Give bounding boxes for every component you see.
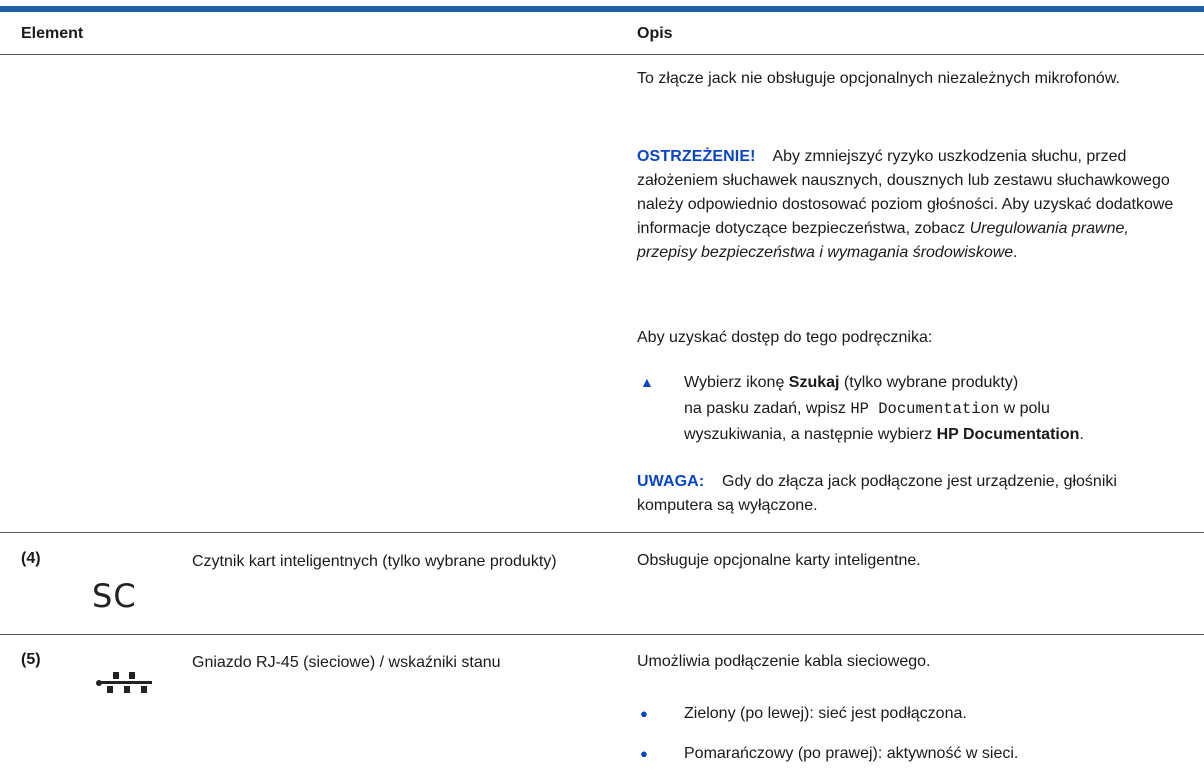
access-intro: Aby uzyskać dostęp do tego podręcznika: xyxy=(637,329,933,346)
note-paragraph xyxy=(637,470,1189,518)
step-e: wyszukiwania, a następnie wybierz xyxy=(684,426,937,443)
warning-end: . xyxy=(1013,244,1018,261)
smart-card-icon: SC xyxy=(92,577,137,615)
table-header xyxy=(0,12,1204,55)
warning-label: OSTRZEŻENIE! xyxy=(637,148,756,165)
warning-paragraph xyxy=(637,145,1189,265)
row4-name: Czytnik kart inteligentnych (tylko wybrane produkty) xyxy=(192,553,557,570)
step-line-3 xyxy=(684,423,1184,447)
step-search: Szukaj xyxy=(788,374,840,391)
step-b: (tylko wybrane produkty) xyxy=(839,374,1019,391)
step-c: na pasku zadań, wpisz xyxy=(684,400,851,417)
step-d: w polu xyxy=(999,400,1050,417)
row-separator xyxy=(0,532,1204,533)
row5-desc: Umożliwia podłączenie kabla sieciowego. xyxy=(637,653,931,670)
warning-ref: Uregulowania prawne, przepisy bezpieczeństwa i wymagania środowiskowe xyxy=(637,220,1129,261)
network-icon xyxy=(96,669,154,693)
row5-bullet: Zielony (po lewej): sieć jest podłączona. xyxy=(684,705,967,722)
bullet-dot-icon: ● xyxy=(640,746,648,761)
note-text: Gdy do złącza jack podłączone jest urządzenie, głośniki komputera są wyłączone. xyxy=(637,473,1117,514)
row4-number: (4) xyxy=(21,550,41,567)
triangle-bullet-icon: ▲ xyxy=(640,374,654,390)
row-separator xyxy=(0,634,1204,635)
header-opis: Opis xyxy=(637,25,673,42)
step-line-2 xyxy=(684,397,1184,421)
step-mono: HP Documentation xyxy=(850,400,1000,418)
step-a: Wybierz ikonę xyxy=(684,374,789,391)
row5-number: (5) xyxy=(21,651,41,668)
row5-bullet: Pomarańczowy (po prawej): aktywność w sieci. xyxy=(684,745,1019,762)
note-label: UWAGA: xyxy=(637,473,705,490)
step-bold: HP Documentation xyxy=(936,426,1080,443)
header-element: Element xyxy=(21,25,84,42)
row4-desc: Obsługuje opcjonalne karty inteligentne. xyxy=(637,552,921,569)
warning-text: Aby zmniejszyć ryzyko uszkodzenia słuchu, przed założeniem słuchawek nausznych, dousznych lub zestawu słuchawkowego należy odpowiednio dostosować poziom głośności. Aby uzyskać dodatkowe informacje dotyczące bezpieczeństwa, zobacz xyxy=(637,148,1174,237)
bullet-dot-icon: ● xyxy=(640,706,648,721)
step-line-1 xyxy=(684,371,1184,395)
jack-mic-note: To złącze jack nie obsługuje opcjonalnych niezależnych mikrofonów. xyxy=(637,70,1120,87)
row5-name: Gniazdo RJ-45 (sieciowe) / wskaźniki stanu xyxy=(192,654,501,671)
step-f: . xyxy=(1079,426,1084,443)
